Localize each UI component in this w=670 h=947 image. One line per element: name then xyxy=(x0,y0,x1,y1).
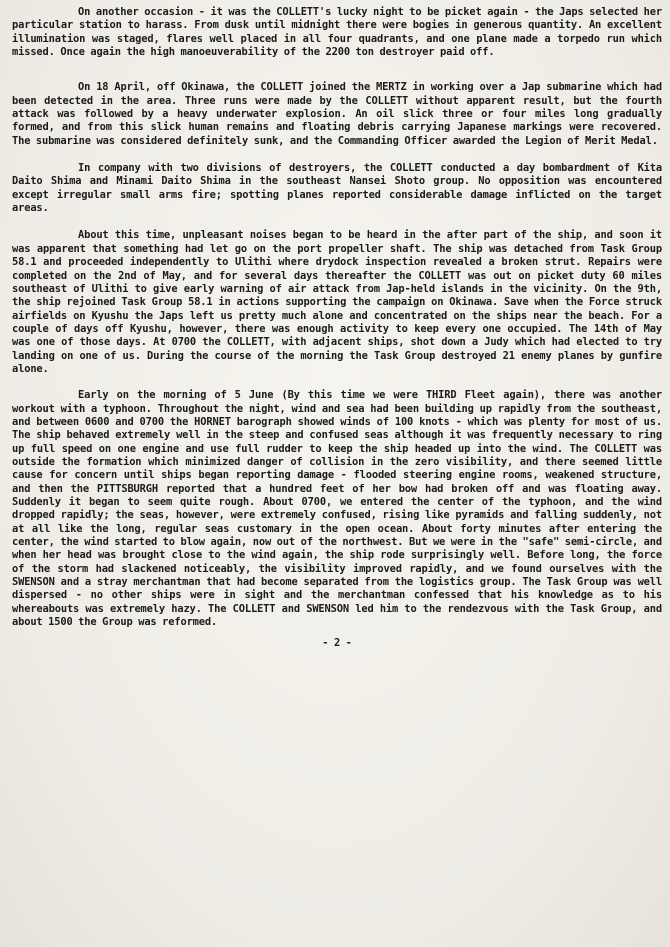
paragraph-daito-bombardment: In company with two divisions of destroyers, the COLLETT conducted a day bombardment of Kita Daito Shima and Minami Daito Shima in the southeast Nansei Shoto group. No opposition was encountered except irregular small arms fire; spotting planes reported considerable damage inflicted on the target areas. xyxy=(12,162,662,215)
paragraph-picket-night: On another occasion - it was the COLLETT's lucky night to be picket again - the Japs selected her particular station to harass. From dusk until midnight there were bogies in generous quantity. An excellent illumination was staged, flares well placed in all four quadrants, and one plane made a torpedo run which missed. Once again the high manoeuverability of the 2200 ton destroyer paid off. xyxy=(12,6,662,59)
paragraph-propeller-shaft: About this time, unpleasant noises began to be heard in the after part of the ship, and soon it was apparent that something had let go on the port propeller shaft. The ship was detached from Task Group 58.1 and proceeded independently to Ulithi where drydock inspection revealed a broken strut. Repairs were completed on the 2nd of May, and for several days thereafter the COLLETT was out on picket duty 60 miles southeast of Ulithi to give early warning of air attack from Jap-held islands in the vicinity. On the 9th, the ship rejoined Task Group 58.1 in actions supporting the campaign on Okinawa. Save when the Force struck airfields on Kyushu the Japs left us pretty much alone and concentrated on the ships near the beach. For a couple of days off Kyushu, however, there was enough activity to keep every one occupied. The 14th of May was one of those days. At 0700 the COLLETT, with adjacent ships, shot down a Judy which had elected to try landing on one of us. During the course of the morning the Task Group destroyed 21 enemy planes by gunfire alone. xyxy=(12,229,662,375)
paragraph-typhoon: Early on the morning of 5 June (By this time we were THIRD Fleet again), there was another workout with a typhoon. Throughout the night, wind and sea had been building up rapidly from the southeast, and between 0600 and 0700 the HORNET barograph showed winds of 100 knots - which was plenty for most of us. The ship behaved extremely well in the steep and confused seas although it was frequently necessary to ring up full speed on one engine and use full rudder to keep the ship headed up into the wind. The COLLETT was outside the formation which minimized danger of collision in the zero visibility, and there seemed little cause for concern until ships began reporting damage - flooded steering engine rooms, weakened structure, and then the PITTSBURGH reported that a hundred feet of her bow had broken off and was floating away. Suddenly it began to seem quite rough. About 0700, we entered the center of the typhoon, and the wind dropped rapidly; the seas, however, were extremely confused, rising like pyramids and falling suddenly, not at all like the long, regular seas customary in the open ocean. About forty minutes after entering the center, the wind started to blow again, now out of the northwest. But we were in the "safe" semi-circle, and when her head was brought close to the wind again, the ship rode surprisingly well. Before long, the force of the storm had slackened noticeably, the visibility improved rapidly, and we found ourselves with the SWENSON and a stray merchantman that had become separated from the logistics group. The Task Group was well dispersed - no other ships were in sight and the merchantman confessed that his knowledge as to his whereabouts was extremely hazy. The COLLETT and SWENSON led him to the rendezvous with the Task Group, and about 1500 the Group was reformed. xyxy=(12,389,662,629)
paragraph-submarine-attack: On 18 April, off Okinawa, the COLLETT joined the MERTZ in working over a Jap submarine which had been detected in the area. Three runs were made by the COLLETT without apparent result, but the fourth attack was followed by a heavy underwater explosion. An oil slick three or four miles long gradually formed, and from this slick human remains and floating debris carrying Japanese markings were recovered. The submarine was considered definitely sunk, and the Commanding Officer awarded the Legion of Merit Medal. xyxy=(12,81,662,147)
page-number: - 2 - xyxy=(322,637,352,650)
